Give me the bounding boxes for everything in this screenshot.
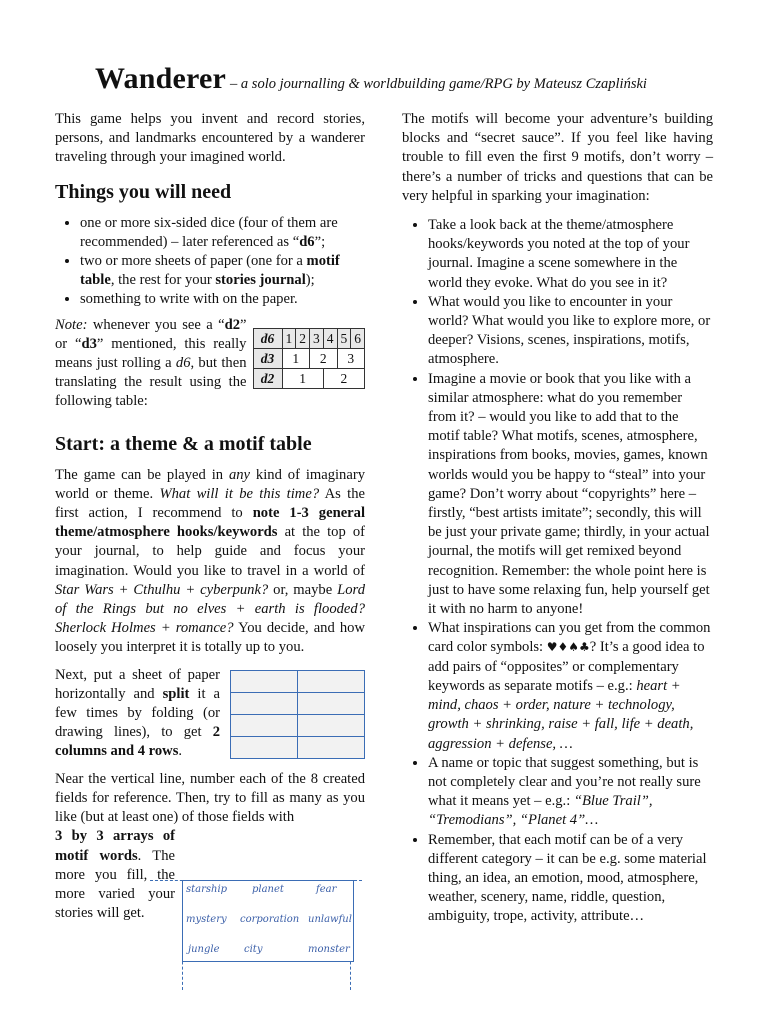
list-item: • What would you like to encounter in your world? What would you like to explore more, or deeper? Visions, scenes, inspirations, motifs, atmosphere. — [428, 293, 713, 370]
list-item: • something to write with on the paper. — [80, 290, 365, 309]
dice-label: d2 — [253, 369, 282, 389]
grid-cell — [231, 714, 298, 736]
text: ” or “ — [55, 316, 247, 352]
text: d2 — [224, 316, 241, 333]
text: , but then translating the result using the following table: — [55, 355, 247, 410]
text: or, maybe — [268, 581, 338, 598]
document-title — [95, 62, 647, 96]
arrays-block — [55, 827, 175, 923]
dice-cell: 6 — [351, 328, 365, 348]
text: d6 — [299, 233, 315, 250]
text: A name or topic that suggest something, but is not completely clear and you’re not really sure what it means yet – e.g.: — [428, 754, 701, 810]
motif-word: unlawful — [308, 914, 352, 925]
list-item — [80, 214, 365, 252]
text: Lord of the Rings but no elves + earth is flooded? Sherlock Holmes + romance? — [55, 581, 365, 637]
dice-translation-table — [253, 328, 366, 390]
grid-cell — [298, 714, 365, 736]
grid-cell — [231, 692, 298, 714]
text: You decide, and how loosely you interpret it is totally up to you. — [55, 620, 365, 656]
list-item: • Imagine a movie or book that you like with a similar atmosphere: what do you remember from it? – would you like to add that to the motif table? What motifs, scenes, atmosphere, inspirations from books, movies, games, known worlds would you be happy to “steal” into your game? Don’t worry about “copyrights” here – firstly, “best artists imitate”; secondly, this will be just your private game; thirdly, in your actual journal, the motifs will get remixed beyond recognition. Remember: the whole point here is just to have some relaxing fun, help yourself get it with no harm to anyone! — [428, 370, 713, 620]
text: The game can be played in — [55, 466, 229, 483]
text: . — [178, 743, 183, 760]
motifs-intro-paragraph: The motifs will become your adventure’s building blocks and “secret sauce”. If you feel like having trouble to fill even the first 9 motifs, don’t worry – there’s a number of tricks and questions that can be very helpful in sparking your imagination: — [402, 111, 713, 204]
text: What inspirations can you get from the common card color symbols: — [428, 620, 711, 656]
text: , the rest for your — [110, 272, 216, 289]
text: kind of imaginary world or theme. — [55, 466, 365, 502]
intro-paragraph: This game helps you invent and record stories, persons, and landmarks encountered by a wanderer traveling through your imagined world. — [55, 111, 365, 166]
motif-word: monster — [308, 944, 350, 955]
dice-label: d3 — [253, 348, 282, 368]
text: d6 — [175, 355, 191, 372]
start-paragraph — [55, 466, 365, 658]
list-item — [80, 252, 365, 290]
list-item — [428, 619, 713, 753]
grid-cell — [231, 736, 298, 758]
dice-cell: 4 — [323, 328, 337, 348]
dice-cell: 1 — [282, 328, 296, 348]
game-title: Wanderer — [95, 62, 227, 95]
note-block — [55, 316, 365, 420]
dice-cell: 5 — [337, 328, 351, 348]
motif-word: mystery — [186, 914, 227, 925]
dice-cell: 1 — [282, 369, 323, 389]
text: at the top of your journal, to help guide and focus your imagination. Would you like to travel in a world of — [55, 524, 365, 579]
list-item: • Remember, that each motif can be of a very different category – it can be e.g. some material thing, an idea, an emotion, mood, atmosphere, weather, scenery, name, riddle, question, ambiguity, trope, activity, attribute… — [428, 831, 713, 927]
list-item: • Take a look back at the theme/atmosphere hooks/keywords you noted at the top of your journal. Imagine a scene somewhere in the world they evoke. What do you see in it? — [428, 216, 713, 293]
text: 2 columns and 4 rows — [55, 724, 220, 760]
text: motif table — [80, 253, 340, 289]
left-column — [55, 110, 365, 931]
text: one or more six-sided dice (four of them are recommended) – later referenced as “ — [80, 214, 338, 250]
dice-cell: 3 — [310, 328, 324, 348]
text: split — [162, 685, 190, 702]
text: ” mentioned, this really means just rolling a — [55, 335, 247, 372]
arrays-paragraph — [55, 827, 175, 923]
text: whenever you see a “ — [87, 316, 225, 333]
motif-word: jungle — [188, 944, 220, 955]
text: ); — [305, 272, 315, 289]
grid-cell — [231, 670, 298, 692]
text: heart + mind, chaos + order, nature + technology, growth + shrinking, raise + fall, life + death, aggression + defense, … — [428, 677, 694, 752]
game-subtitle: – a solo journalling & worldbuilding game/RPG by Mateusz Czapliński — [230, 76, 647, 92]
split-sheet-diagram — [230, 670, 365, 759]
text: Star Wars + Cthulhu + cyberpunk? — [55, 581, 269, 598]
text: d3 — [81, 335, 97, 352]
heading-start: Start: a theme & a motif table — [55, 432, 312, 455]
split-block — [55, 666, 365, 770]
heading-things-needed: Things you will need — [55, 180, 232, 203]
dice-cell: 3 — [337, 348, 365, 368]
text: Next, put a sheet of paper horizontally and — [55, 666, 220, 702]
right-column — [402, 110, 713, 933]
grid-cell — [298, 670, 365, 692]
text: What will it be this time? — [159, 485, 320, 502]
dice-cell: 2 — [323, 369, 364, 389]
text: any — [228, 466, 251, 483]
dice-cell: 1 — [282, 348, 310, 368]
motif-word: starship — [186, 884, 228, 895]
motif-word: planet — [252, 884, 284, 895]
text: stories journal — [215, 272, 306, 289]
number-fields-paragraph: Near the vertical line, number each of the 8 created fields for reference. Then, try to fill as many as you like (but at least one) of those fields with — [55, 770, 365, 826]
text: it a few times by folding (or drawing lines), to get — [55, 685, 221, 741]
grid-cell — [298, 736, 365, 758]
text: two or more sheets of paper (one for a — [80, 253, 307, 270]
list-item — [428, 754, 713, 831]
motif-word: city — [244, 944, 263, 955]
text: “Blue Trail”, “Tremodians”, “Planet 4”… — [428, 793, 653, 829]
dice-cell: 2 — [296, 328, 310, 348]
text: Note: — [55, 316, 88, 333]
dice-label: d6 — [253, 328, 282, 348]
needs-list — [55, 214, 365, 310]
text: 3 by 3 arrays of motif words — [55, 828, 175, 864]
text: ”; — [314, 233, 326, 250]
card-suits: ♥♦♠♣ — [546, 640, 590, 655]
text: . The more you fill, the more varied your stories will get. — [55, 847, 175, 922]
text: note 1-3 general theme/atmosphere hooks/keywords — [55, 505, 365, 541]
text: ? It’s a good idea to add pairs of “opposites” or complementary keywords as separate motifs – e.g.: — [428, 639, 705, 694]
motif-word: fear — [316, 884, 337, 895]
tips-list — [402, 216, 713, 927]
motif-word: corporation — [240, 914, 300, 925]
dice-cell: 2 — [310, 348, 338, 368]
grid-cell — [298, 692, 365, 714]
text: As the first action, I recommend to — [55, 485, 365, 522]
